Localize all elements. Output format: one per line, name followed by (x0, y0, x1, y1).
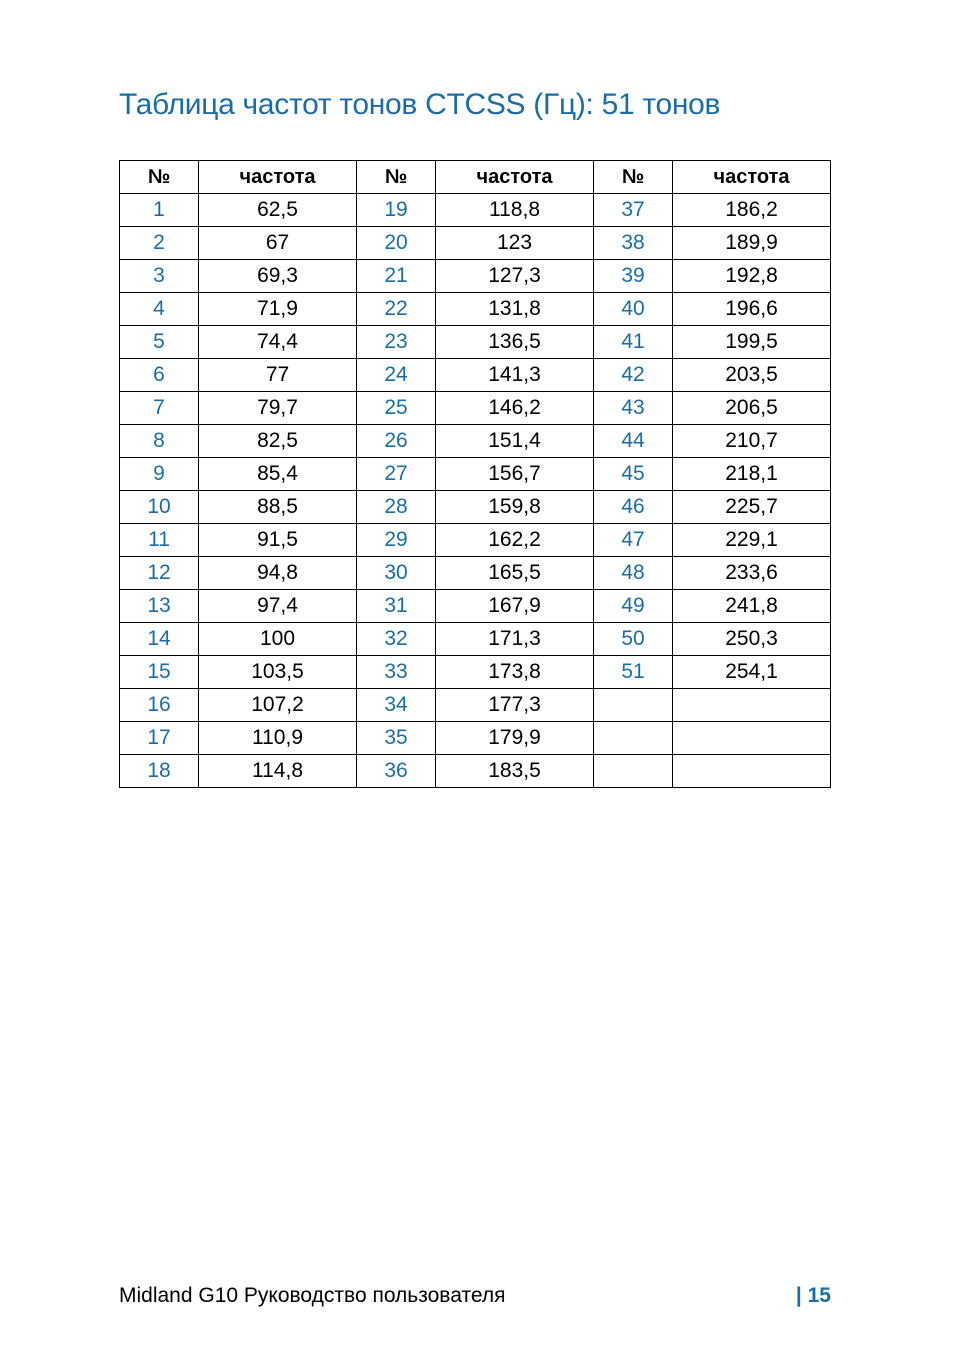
table-row (120, 227, 831, 260)
column-header: № (357, 161, 436, 194)
table-row (120, 260, 831, 293)
tone-number-cell: 42 (594, 359, 673, 392)
tone-frequency-cell: 131,8 (436, 293, 594, 326)
tone-number-cell: 49 (594, 590, 673, 623)
tone-frequency-cell: 77 (199, 359, 357, 392)
tone-frequency-cell: 233,6 (673, 557, 831, 590)
tone-frequency-cell: 177,3 (436, 689, 594, 722)
tone-number-cell: 1 (120, 194, 199, 227)
tone-number-cell (594, 722, 673, 755)
tone-frequency-cell: 156,7 (436, 458, 594, 491)
tone-number-cell: 50 (594, 623, 673, 656)
tone-frequency-cell: 210,7 (673, 425, 831, 458)
table-row (120, 557, 831, 590)
table-row (120, 392, 831, 425)
tone-number-cell: 12 (120, 557, 199, 590)
tone-number-cell: 23 (357, 326, 436, 359)
ctcss-table (119, 160, 831, 788)
tone-frequency-cell (673, 755, 831, 788)
tone-number-cell: 18 (120, 755, 199, 788)
column-header: частота (673, 161, 831, 194)
tone-number-cell: 15 (120, 656, 199, 689)
tone-number-cell: 5 (120, 326, 199, 359)
table-row (120, 425, 831, 458)
tone-number-cell: 47 (594, 524, 673, 557)
tone-frequency-cell: 74,4 (199, 326, 357, 359)
tone-frequency-cell: 123 (436, 227, 594, 260)
table-row (120, 491, 831, 524)
table-row (120, 359, 831, 392)
tone-number-cell: 19 (357, 194, 436, 227)
tone-number-cell: 27 (357, 458, 436, 491)
tone-frequency-cell: 114,8 (199, 755, 357, 788)
tone-frequency-cell: 100 (199, 623, 357, 656)
tone-frequency-cell: 97,4 (199, 590, 357, 623)
table-row (120, 722, 831, 755)
footer-manual-title: Midland G10 Руководство пользователя (119, 1284, 506, 1307)
tone-number-cell: 38 (594, 227, 673, 260)
tone-frequency-cell: 218,1 (673, 458, 831, 491)
tone-frequency-cell: 136,5 (436, 326, 594, 359)
column-header: частота (199, 161, 357, 194)
tone-number-cell: 26 (357, 425, 436, 458)
tone-frequency-cell (673, 722, 831, 755)
tone-number-cell: 2 (120, 227, 199, 260)
tone-number-cell: 22 (357, 293, 436, 326)
tone-frequency-cell: 250,3 (673, 623, 831, 656)
tone-number-cell: 34 (357, 689, 436, 722)
tone-frequency-cell: 91,5 (199, 524, 357, 557)
tone-number-cell: 44 (594, 425, 673, 458)
tone-number-cell: 39 (594, 260, 673, 293)
tone-frequency-cell: 229,1 (673, 524, 831, 557)
page-number: | 15 (795, 1284, 831, 1307)
tone-number-cell: 43 (594, 392, 673, 425)
table-header-row (120, 161, 831, 194)
tone-number-cell: 29 (357, 524, 436, 557)
tone-number-cell: 45 (594, 458, 673, 491)
table-row (120, 524, 831, 557)
tone-frequency-cell: 179,9 (436, 722, 594, 755)
tone-frequency-cell: 254,1 (673, 656, 831, 689)
table-row (120, 458, 831, 491)
tone-number-cell: 35 (357, 722, 436, 755)
tone-number-cell (594, 755, 673, 788)
tone-frequency-cell: 171,3 (436, 623, 594, 656)
tone-frequency-cell: 118,8 (436, 194, 594, 227)
column-header: частота (436, 161, 594, 194)
tone-frequency-cell: 162,2 (436, 524, 594, 557)
page-title: Таблица частот тонов CTCSS (Гц): 51 тонов (119, 88, 721, 121)
tone-number-cell: 20 (357, 227, 436, 260)
tone-frequency-cell: 85,4 (199, 458, 357, 491)
tone-frequency-cell: 67 (199, 227, 357, 260)
table-row (120, 293, 831, 326)
tone-number-cell: 25 (357, 392, 436, 425)
table-row (120, 326, 831, 359)
table-row (120, 623, 831, 656)
tone-frequency-cell: 71,9 (199, 293, 357, 326)
tone-frequency-cell: 196,6 (673, 293, 831, 326)
tone-frequency-cell: 103,5 (199, 656, 357, 689)
tone-frequency-cell: 199,5 (673, 326, 831, 359)
tone-number-cell: 14 (120, 623, 199, 656)
tone-frequency-cell: 225,7 (673, 491, 831, 524)
tone-frequency-cell: 189,9 (673, 227, 831, 260)
tone-frequency-cell: 141,3 (436, 359, 594, 392)
tone-number-cell: 13 (120, 590, 199, 623)
tone-frequency-cell (673, 689, 831, 722)
tone-number-cell: 46 (594, 491, 673, 524)
tone-number-cell: 37 (594, 194, 673, 227)
tone-frequency-cell: 127,3 (436, 260, 594, 293)
tone-frequency-cell: 82,5 (199, 425, 357, 458)
tone-number-cell: 17 (120, 722, 199, 755)
tone-number-cell: 51 (594, 656, 673, 689)
tone-number-cell: 10 (120, 491, 199, 524)
tone-frequency-cell: 146,2 (436, 392, 594, 425)
tone-number-cell: 30 (357, 557, 436, 590)
tone-number-cell: 7 (120, 392, 199, 425)
table-row (120, 656, 831, 689)
tone-frequency-cell: 165,5 (436, 557, 594, 590)
tone-frequency-cell: 183,5 (436, 755, 594, 788)
table-row (120, 194, 831, 227)
tone-frequency-cell: 203,5 (673, 359, 831, 392)
column-header: № (594, 161, 673, 194)
tone-number-cell: 16 (120, 689, 199, 722)
tone-frequency-cell: 69,3 (199, 260, 357, 293)
tone-frequency-cell: 110,9 (199, 722, 357, 755)
tone-frequency-cell: 151,4 (436, 425, 594, 458)
tone-number-cell: 9 (120, 458, 199, 491)
tone-frequency-cell: 167,9 (436, 590, 594, 623)
tone-number-cell: 11 (120, 524, 199, 557)
table-row (120, 689, 831, 722)
tone-number-cell: 24 (357, 359, 436, 392)
tone-frequency-cell: 62,5 (199, 194, 357, 227)
tone-number-cell: 48 (594, 557, 673, 590)
tone-number-cell (594, 689, 673, 722)
tone-frequency-cell: 192,8 (673, 260, 831, 293)
tone-number-cell: 8 (120, 425, 199, 458)
tone-number-cell: 4 (120, 293, 199, 326)
tone-number-cell: 3 (120, 260, 199, 293)
tone-number-cell: 21 (357, 260, 436, 293)
tone-frequency-cell: 79,7 (199, 392, 357, 425)
tone-number-cell: 6 (120, 359, 199, 392)
table-row (120, 755, 831, 788)
tone-frequency-cell: 159,8 (436, 491, 594, 524)
tone-frequency-cell: 107,2 (199, 689, 357, 722)
tone-frequency-cell: 94,8 (199, 557, 357, 590)
tone-number-cell: 40 (594, 293, 673, 326)
tone-number-cell: 32 (357, 623, 436, 656)
tone-frequency-cell: 206,5 (673, 392, 831, 425)
tone-number-cell: 33 (357, 656, 436, 689)
tone-frequency-cell: 173,8 (436, 656, 594, 689)
tone-frequency-cell: 241,8 (673, 590, 831, 623)
column-header: № (120, 161, 199, 194)
tone-number-cell: 36 (357, 755, 436, 788)
tone-number-cell: 31 (357, 590, 436, 623)
table-row (120, 590, 831, 623)
tone-number-cell: 41 (594, 326, 673, 359)
tone-frequency-cell: 88,5 (199, 491, 357, 524)
tone-number-cell: 28 (357, 491, 436, 524)
tone-frequency-cell: 186,2 (673, 194, 831, 227)
